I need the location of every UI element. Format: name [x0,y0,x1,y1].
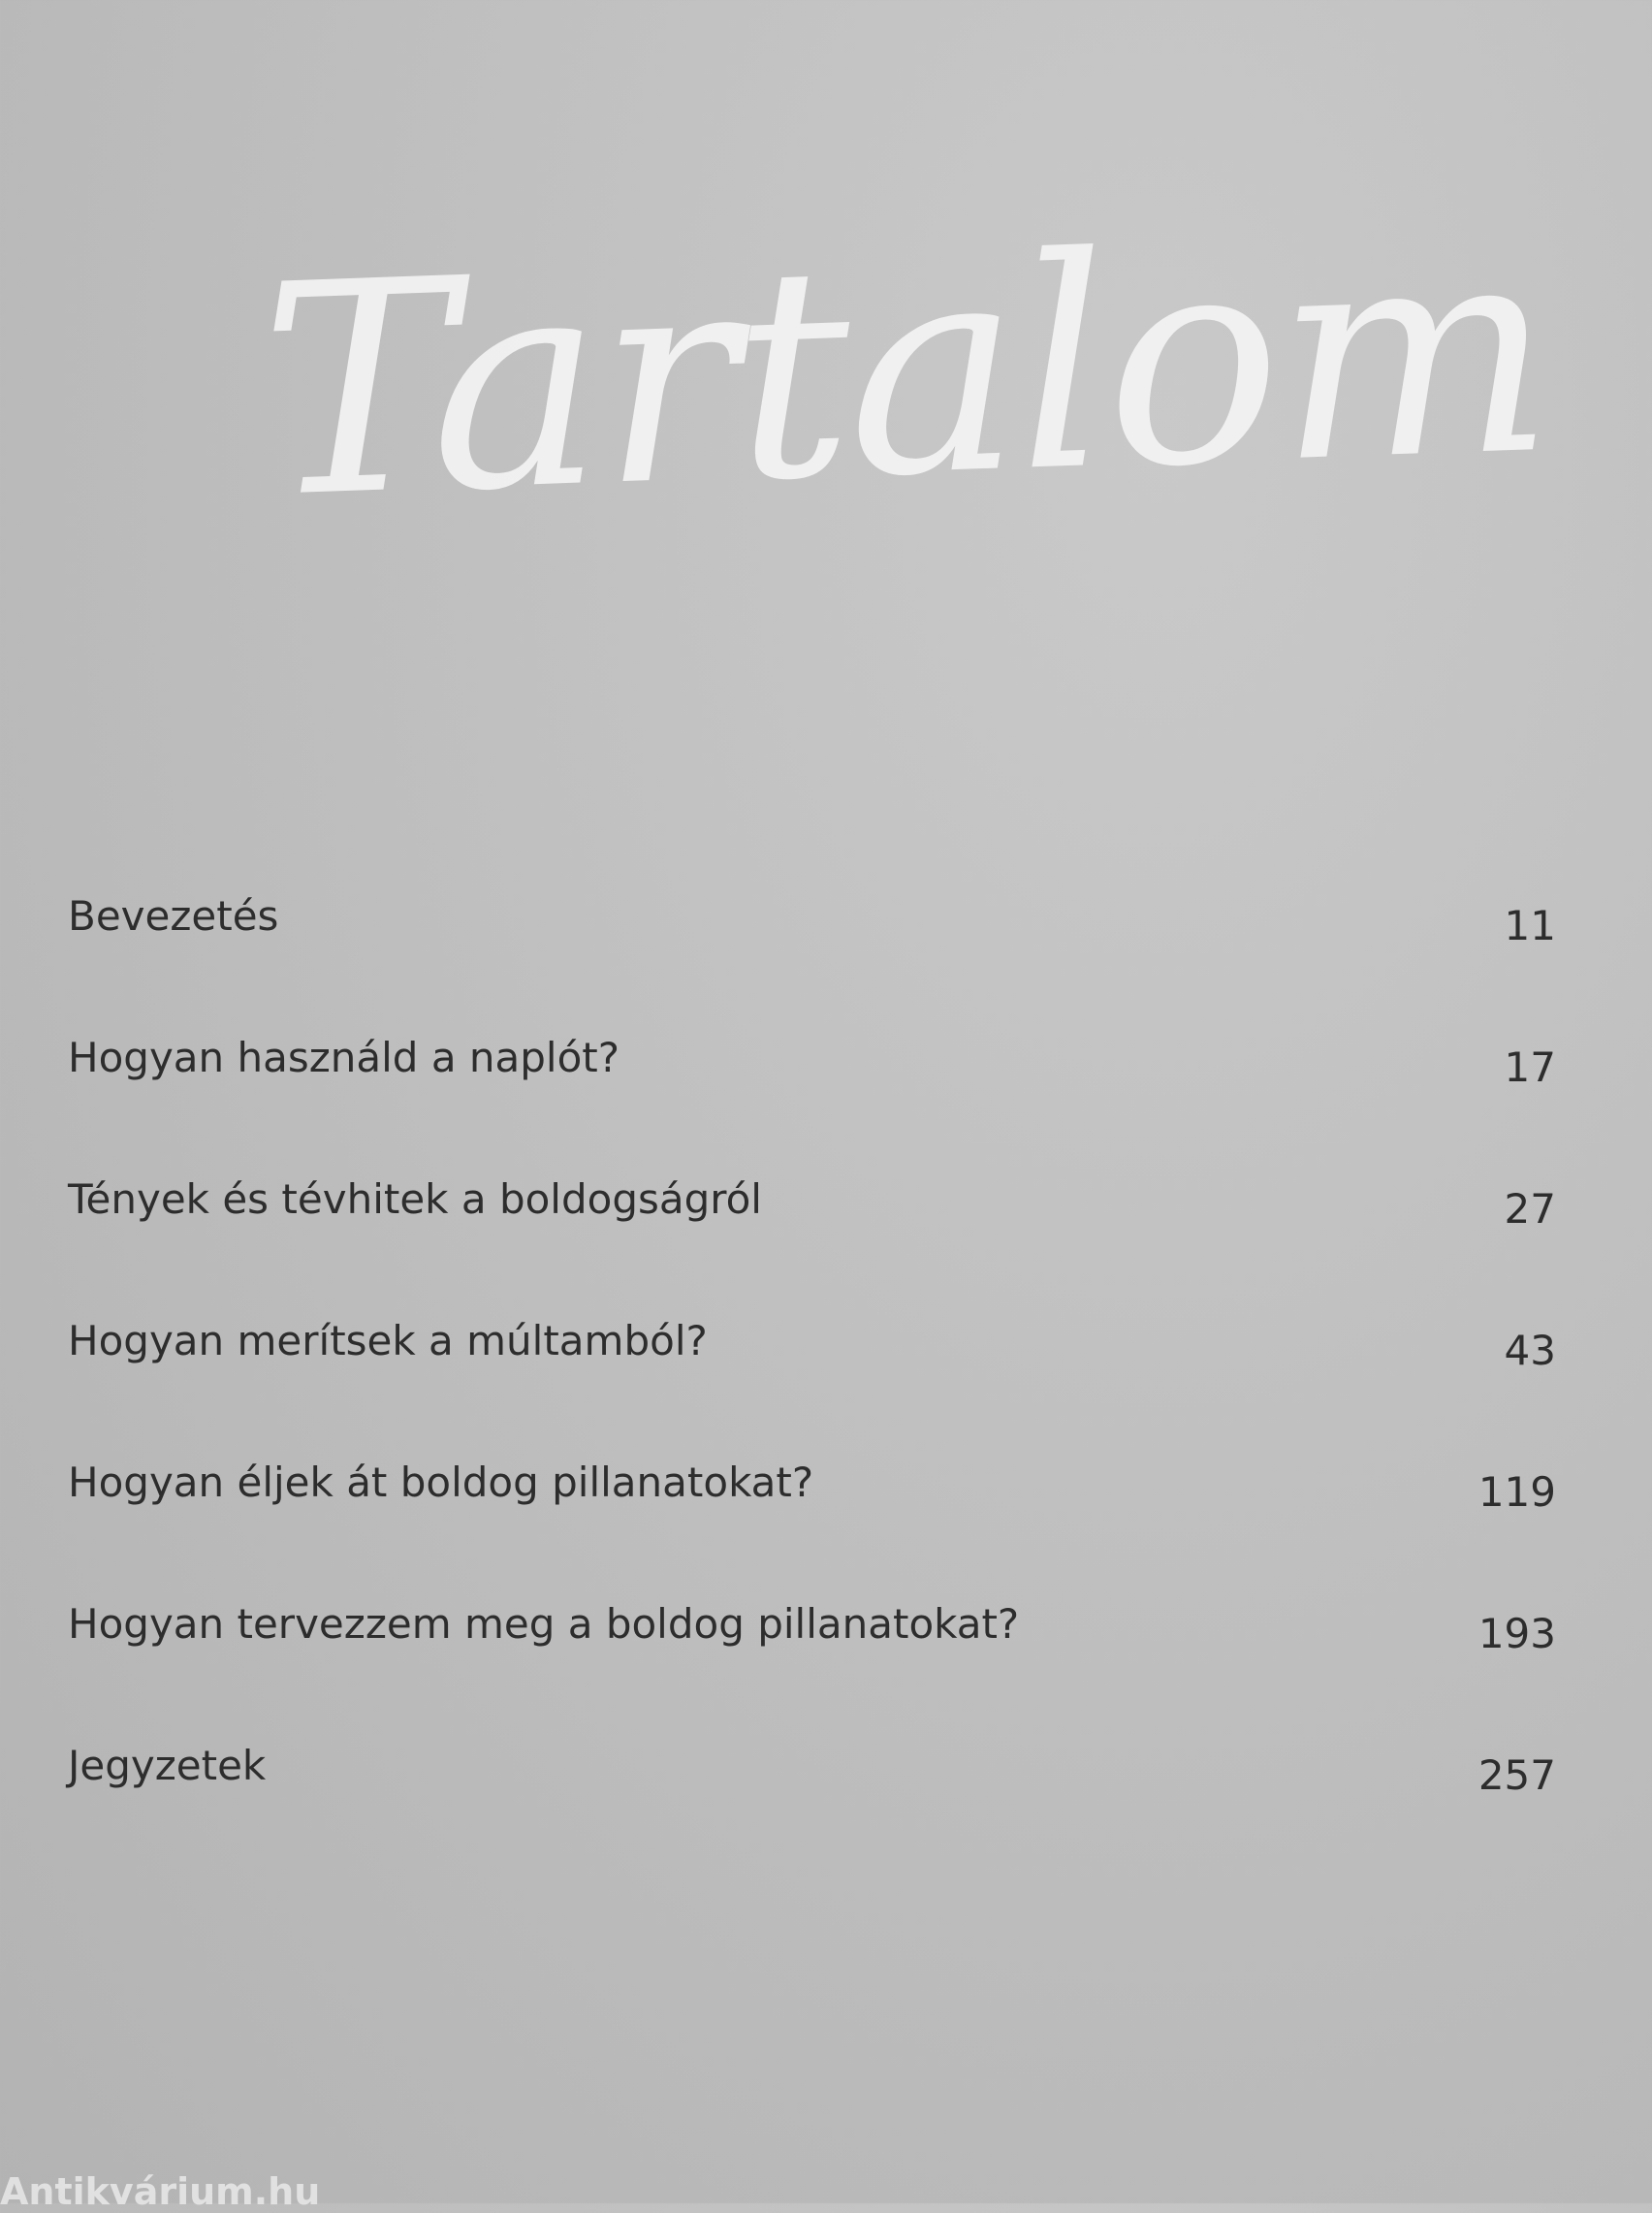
page-title: Tartalom [256,178,1555,562]
toc-entry-label: Jegyzetek [68,1742,267,1789]
toc-row [68,1014,1556,1156]
toc-entry-label: Hogyan használd a naplót? [68,1034,620,1081]
toc-row [68,1439,1556,1581]
watermark: Antikvárium.hu [0,2170,321,2213]
toc-row [68,1581,1556,1722]
toc-row [68,873,1556,1014]
toc-entry-page: 27 [1504,1185,1556,1233]
toc-row [68,1156,1556,1298]
toc-entry-page: 43 [1504,1327,1556,1374]
toc-entry-page: 119 [1477,1468,1556,1516]
toc-entry-label: Hogyan merítsek a múltamból? [68,1317,708,1364]
toc-entry-label: Bevezetés [68,892,279,940]
toc-entry-page: 17 [1504,1043,1556,1091]
table-of-contents [68,873,1556,1864]
toc-row [68,1298,1556,1439]
toc-entry-page: 11 [1504,902,1556,949]
toc-row [68,1722,1556,1864]
toc-entry-label: Hogyan éljek át boldog pillanatokat? [68,1459,814,1506]
toc-entry-page: 193 [1477,1610,1556,1657]
toc-entry-label: Tények és tévhitek a boldogságról [68,1175,762,1223]
toc-entry-page: 257 [1477,1751,1556,1799]
toc-entry-label: Hogyan tervezzem meg a boldog pillanatokat? [68,1600,1020,1648]
